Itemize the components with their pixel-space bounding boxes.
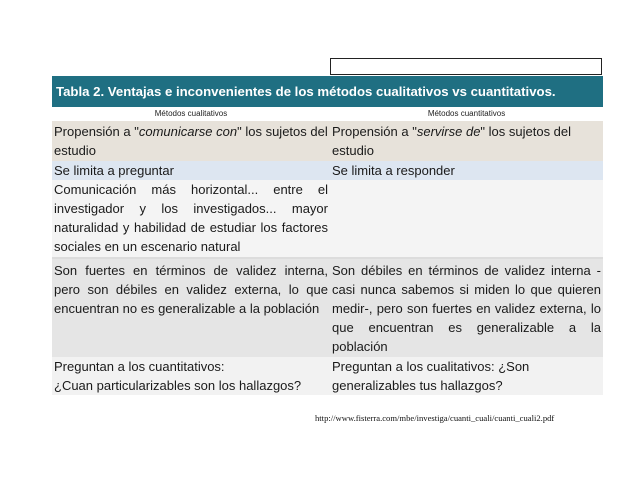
cell-quantitative: Se limita a responder	[332, 163, 455, 178]
table-row	[52, 357, 603, 395]
cell-text: Propensión a "	[332, 124, 417, 139]
cell-quantitative	[330, 180, 603, 257]
table-title: Tabla 2. Ventajas e inconvenientes de los métodos cualitativos vs cuantitativos.	[52, 76, 603, 107]
cell-quantitative	[330, 121, 603, 161]
table-row	[52, 121, 603, 161]
table-header-row	[52, 107, 603, 121]
empty-header-box	[330, 58, 602, 75]
cell-quantitative: Son débiles en términos de validez interna -casi nunca sabemos si miden lo que quieren medir-, pero son fuertes en validez externa, lo que encuentran es generalizable a la población	[332, 263, 601, 354]
cell-line: Preguntan a los cuantitativos:	[54, 359, 225, 374]
cell-qualitative: Son fuertes en términos de validez interna, pero son débiles en validez externa, lo que encuentran no es generalizable a la población	[54, 263, 328, 316]
cell-emphasis: servirse de	[416, 124, 481, 139]
cell-text: Propensión a "	[54, 124, 139, 139]
header-qualitative: Métodos cualitativos	[154, 109, 228, 118]
cell-qualitative	[52, 121, 330, 161]
table-row	[52, 161, 603, 180]
table-row	[52, 180, 603, 257]
cell-text: " los sujetos del estudio	[54, 124, 328, 158]
cell-emphasis: comunicarse con	[138, 124, 238, 139]
cell-qualitative	[52, 357, 330, 395]
cell-qualitative: Se limita a preguntar	[54, 163, 174, 178]
source-url: http://www.fisterra.com/mbe/investiga/cuanti_cuali/cuanti_cuali2.pdf	[315, 413, 555, 423]
header-quantitative: Métodos cuantitativos	[427, 109, 506, 118]
comparison-table	[52, 76, 603, 395]
cell-quantitative: Preguntan a los cualitativos: ¿Son generalizables tus hallazgos?	[332, 359, 530, 393]
table-row	[52, 259, 603, 357]
cell-line: ¿Cuan particularizables son los hallazgos?	[54, 378, 302, 393]
cell-qualitative: Comunicación más horizontal... entre el investigador y los investigados... mayor naturalidad y habilidad de estudiar los factores sociales en un escenario natural	[54, 182, 328, 254]
cell-text: " los sujetos del estudio	[332, 124, 572, 158]
